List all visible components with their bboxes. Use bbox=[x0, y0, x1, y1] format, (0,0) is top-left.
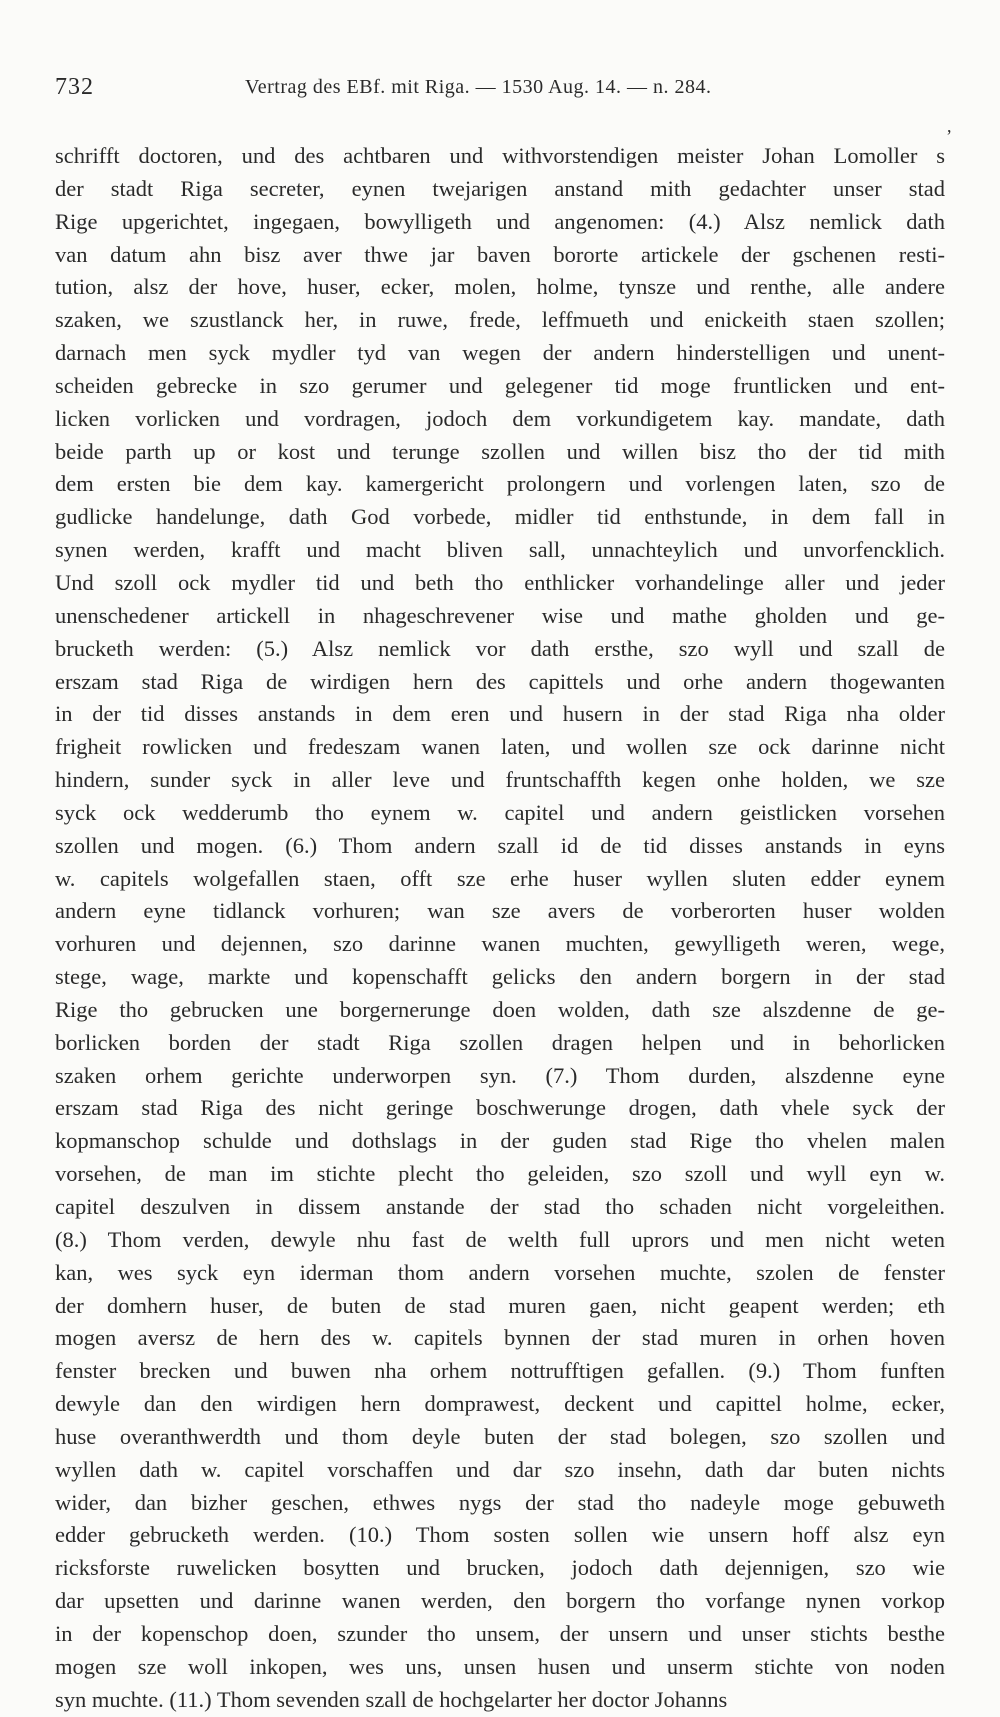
text-line: andern eyne tidlanck vorhuren; wan sze avers de vorberorten huser wolden bbox=[55, 898, 945, 924]
text-line: van datum ahn bisz aver thwe jar baven bororte artickele der gschenen resti- bbox=[55, 241, 945, 267]
text-line: gudlicke handelunge, dath God vorbede, midler tid enthstunde, in dem fall in bbox=[55, 504, 945, 530]
text-line: (8.) Thom verden, dewyle nhu fast de welth full uprors und men nicht weten bbox=[55, 1226, 945, 1252]
text-line: in der tid disses anstands in dem eren und husern in der stad Riga nha older bbox=[55, 701, 945, 727]
text-line: unenschedener artickell in nhageschrevener wise und mathe gholden und ge- bbox=[55, 602, 945, 628]
text-line: dem ersten bie dem kay. kamergericht prolongern und vorlengen laten, szo de bbox=[55, 471, 945, 497]
text-line: wider, dan bizher geschen, ethwes nygs der stad tho nadeyle moge gebuweth bbox=[55, 1489, 945, 1515]
text-line: der stadt Riga secreter, eynen twejarigen anstand mith gedachter unser stad bbox=[55, 175, 945, 201]
text-line: scheiden gebrecke in szo gerumer und gelegener tid moge fruntlicken und ent- bbox=[55, 372, 945, 398]
text-line: frigheit rowlicken und fredeszam wanen laten, und wollen sze ock darinne nicht bbox=[55, 734, 945, 760]
text-line: brucketh werden: (5.) Alsz nemlick vor dath ersthe, szo wyll und szall de bbox=[55, 635, 945, 661]
text-line: szaken, we szustlanck her, in ruwe, frede, leffmueth und enickeith staen szollen; bbox=[55, 307, 945, 333]
text-line: borlicken borden der stadt Riga szollen dragen helpen und in behorlicken bbox=[55, 1029, 945, 1055]
text-line: mogen aversz de hern des w. capitels bynnen der stad muren in orhen hoven bbox=[55, 1325, 945, 1351]
text-line: in der kopenschop doen, szunder tho unsem, der unsern und unser stichts besthe bbox=[55, 1620, 945, 1646]
text-line: synen werden, krafft und macht bliven sall, unnachteylich und unvorfencklich. bbox=[55, 537, 945, 563]
text-line: szollen und mogen. (6.) Thom andern szall id de tid disses anstands in eyns bbox=[55, 832, 945, 858]
text-line: schrifft doctoren, und des achtbaren und withvorstendigen meister Johan Lomoller s bbox=[55, 143, 945, 168]
text-line: mogen sze woll inkopen, wes uns, unsen husen und unserm stichte von noden bbox=[55, 1653, 945, 1679]
text-line: syn muchte. (11.) Thom sevenden szall de hochgelarter her doctor Johanns bbox=[55, 1686, 728, 1712]
page-header bbox=[55, 74, 945, 114]
text-line: beide parth up or kost und terunge szollen und willen bisz tho der tid mith bbox=[55, 438, 945, 464]
text-line: szaken orhem gerichte underworpen syn. (7.) Thom durden, alszdenne eyne bbox=[55, 1062, 945, 1088]
text-line: darnach men syck mydler tyd van wegen der andern hinderstelligen und unent- bbox=[55, 340, 945, 366]
text-line: licken vorlicken und vordragen, jodoch dem vorkundigetem kay. mandate, dath bbox=[55, 405, 945, 431]
text-line: kopmanschop schulde und dothslags in der guden stad Rige tho vhelen malen bbox=[55, 1128, 945, 1154]
text-line: edder gebrucketh werden. (10.) Thom sosten sollen wie unsern hoff alsz eyn bbox=[55, 1522, 945, 1548]
text-line: der domhern huser, de buten de stad muren gaen, nicht geapent werden; eth bbox=[55, 1292, 945, 1318]
text-line: erszam stad Riga de wirdigen hern des capittels und orhe andern thogewanten bbox=[55, 668, 945, 694]
text-line: tution, alsz der hove, huser, ecker, molen, holme, tynsze und renthe, alle andere bbox=[55, 274, 945, 300]
text-line: wyllen dath w. capitel vorschaffen und dar szo insehn, dath dar buten nichts bbox=[55, 1456, 945, 1482]
text-line: huse overanthwerdth und thom deyle buten der stad bolegen, szo szollen und bbox=[55, 1423, 945, 1449]
text-line: vorhuren und dejennen, szo darinne wanen muchten, gewylligeth weren, wege, bbox=[55, 931, 945, 957]
text-line: dar upsetten und darinne wanen werden, den borgern tho vorfange nynen vorkop bbox=[55, 1588, 945, 1614]
text-line: dewyle dan den wirdigen hern domprawest, deckent und capittel holme, ecker, bbox=[55, 1391, 945, 1417]
margin-mark: , bbox=[947, 116, 952, 136]
text-line: syck ock wedderumb tho eynem w. capitel und andern geistlicken vorsehen bbox=[55, 799, 945, 825]
page-number: 732 bbox=[55, 74, 94, 100]
text-line: hindern, sunder syck in aller leve und fruntschaffth kegen onhe holden, we sze bbox=[55, 767, 945, 793]
body-text bbox=[55, 140, 945, 1717]
text-line: stege, wage, markte und kopenschafft gelicks den andern borgern in der stad bbox=[55, 964, 945, 990]
text-line: vorsehen, de man im stichte plecht tho geleiden, szo szoll und wyll eyn w. bbox=[55, 1161, 945, 1187]
text-line: erszam stad Riga des nicht geringe boschwerunge drogen, dath vhele syck der bbox=[55, 1095, 945, 1121]
text-line: kan, wes syck eyn iderman thom andern vorsehen muchte, szolen de fenster bbox=[55, 1259, 945, 1285]
running-head: Vertrag des EBf. mit Riga. — 1530 Aug. 14. — n. 284. bbox=[245, 76, 712, 98]
text-line: Und szoll ock mydler tid und beth tho enthlicker vorhandelinge aller und jeder bbox=[55, 569, 945, 595]
text-line: ricksforste ruwelicken bosytten und brucken, jodoch dath dejennigen, szo wie bbox=[55, 1555, 945, 1581]
text-line: capitel deszulven in dissem anstande der stad tho schaden nicht vorgeleithen. bbox=[55, 1194, 945, 1219]
text-line: w. capitels wolgefallen staen, offt sze erhe huser wyllen sluten edder eynem bbox=[55, 865, 945, 891]
text-line: Rige tho gebrucken une borgernerunge doen wolden, dath sze alszdenne de ge- bbox=[55, 996, 945, 1022]
text-line: fenster brecken und buwen nha orhem nottrufftigen gefallen. (9.) Thom funften bbox=[55, 1358, 945, 1384]
text-line: Rige upgerichtet, ingegaen, bowylligeth und angenomen: (4.) Alsz nemlick dath bbox=[55, 208, 945, 234]
